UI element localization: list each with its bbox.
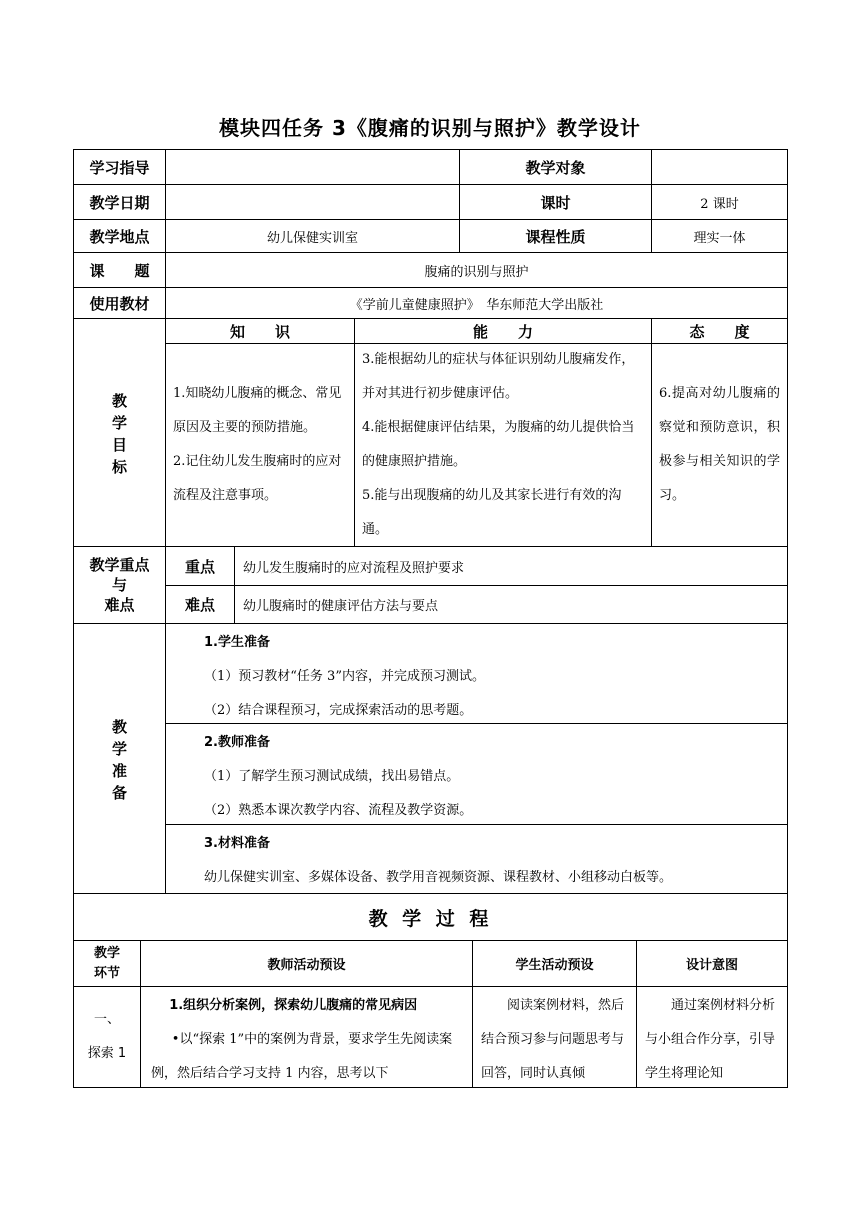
topic-value: 腹痛的识别与照护 xyxy=(165,252,788,288)
teacher-prep-item: （2）熟悉本课次教学内容、流程及教学资源。 xyxy=(204,803,473,818)
intent-header: 设计意图 xyxy=(636,940,788,987)
knowledge-item: 2.记住幼儿发生腹痛时的应对流程及注意事项。 xyxy=(173,454,342,503)
audience-value xyxy=(651,149,788,185)
teacher-activity-header: 教师活动预设 xyxy=(140,940,473,987)
teacher-prep-cell xyxy=(165,723,788,825)
textbook-value: 《学前儿童健康照护》 华东师范大学出版社 xyxy=(165,287,788,319)
guide-value xyxy=(165,149,460,185)
material-prep-text: 幼儿保健实训室、多媒体设备、教学用音视频资源、课程教材、小组移动白板等。 xyxy=(204,870,673,885)
stage-1-number: 一、 xyxy=(93,1012,120,1027)
student-activity-header: 学生活动预设 xyxy=(472,940,637,987)
hours-value: 2 课时 xyxy=(651,184,788,220)
ability-item: 5.能与出现腹痛的幼儿及其家长进行有效的沟通。 xyxy=(362,488,622,537)
attitude-header: 态 度 xyxy=(651,318,788,344)
stage-1-cell xyxy=(73,986,141,1088)
student-prep-title: 1.学生准备 xyxy=(204,635,270,650)
topic-label: 课 题 xyxy=(73,252,166,288)
ability-text xyxy=(355,343,651,547)
difficulty-label: 难点 xyxy=(165,585,235,624)
teacher-activity-text: •以“探索 1”中的案例为背景，要求学生先阅读案例，然后结合学习支持 1 内容，思考以下 xyxy=(151,1032,453,1081)
material-prep-cell xyxy=(165,824,788,894)
date-label: 教学日期 xyxy=(73,184,166,220)
ability-cell xyxy=(354,343,652,547)
student-activity-text: 阅读案例材料，然后结合预习参与问题思考与回答，同时认真倾 xyxy=(481,998,625,1081)
textbook-label: 使用教材 xyxy=(73,287,166,319)
objectives-label-text: 教学目标 xyxy=(111,391,127,476)
attitude-text xyxy=(652,377,787,513)
nature-label: 课程性质 xyxy=(459,219,652,253)
stage-header-text: 教学环节 xyxy=(93,945,120,981)
key-label: 重点 xyxy=(165,546,235,586)
attitude-cell xyxy=(651,343,788,547)
teacher-prep-title: 2.教师准备 xyxy=(204,735,270,750)
hours-label: 课时 xyxy=(459,184,652,220)
key-value: 幼儿发生腹痛时的应对流程及照护要求 xyxy=(234,546,788,586)
audience-label: 教学对象 xyxy=(459,149,652,185)
guide-label: 学习指导 xyxy=(73,149,166,185)
teacher-activity-cell xyxy=(140,986,473,1088)
knowledge-item: 1.知晓幼儿腹痛的概念、常见原因及主要的预防措施。 xyxy=(173,386,342,435)
keypoints-label-line: 教学重点 xyxy=(89,556,150,574)
preparation-label xyxy=(73,623,166,894)
knowledge-header: 知 识 xyxy=(165,318,355,344)
intent-text: 通过案例材料分析与小组合作分享，引导学生将理论知 xyxy=(645,998,776,1081)
keypoints-label-line: 与 xyxy=(111,576,127,594)
stage-1-name: 探索 1 xyxy=(87,1046,127,1061)
objectives-label xyxy=(73,318,166,547)
date-value xyxy=(165,184,460,220)
student-prep-item: （2）结合课程预习，完成探索活动的思考题。 xyxy=(204,703,473,718)
ability-item: 4.能根据健康评估结果，为腹痛的幼儿提供恰当的健康照护措施。 xyxy=(362,420,635,469)
attitude-item: 6.提高对幼儿腹痛的察觉和预防意识，积极参与相关知识的学习。 xyxy=(659,386,780,503)
teacher-prep-item: （1）了解学生预习测试成绩，找出易错点。 xyxy=(204,769,460,784)
material-prep-title: 3.材料准备 xyxy=(204,836,270,851)
student-prep-cell xyxy=(165,623,788,724)
ability-item: 3.能根据幼儿的症状与体征识别幼儿腹痛发作，并对其进行初步健康评估。 xyxy=(362,352,635,401)
ability-header: 能 力 xyxy=(354,318,652,344)
student-prep-item: （1）预习教材“任务 3”内容，并完成预习测试。 xyxy=(204,669,485,684)
process-title: 教 学 过 程 xyxy=(73,893,788,941)
stage-header xyxy=(73,940,141,987)
preparation-label-text: 教学准备 xyxy=(111,717,127,802)
keypoints-label-line: 难点 xyxy=(104,596,135,614)
place-label: 教学地点 xyxy=(73,219,166,253)
document-title: 模块四任务 3《腹痛的识别与照护》教学设计 xyxy=(219,116,641,140)
knowledge-text xyxy=(166,377,354,513)
knowledge-cell xyxy=(165,343,355,547)
student-activity-cell xyxy=(472,986,637,1088)
intent-cell xyxy=(636,986,788,1088)
nature-value: 理实一体 xyxy=(651,219,788,253)
keypoints-label xyxy=(73,546,166,624)
teacher-activity-heading: 1.组织分析案例，探索幼儿腹痛的常见病因 xyxy=(169,998,418,1013)
place-value: 幼儿保健实训室 xyxy=(165,219,460,253)
difficulty-value: 幼儿腹痛时的健康评估方法与要点 xyxy=(234,585,788,624)
